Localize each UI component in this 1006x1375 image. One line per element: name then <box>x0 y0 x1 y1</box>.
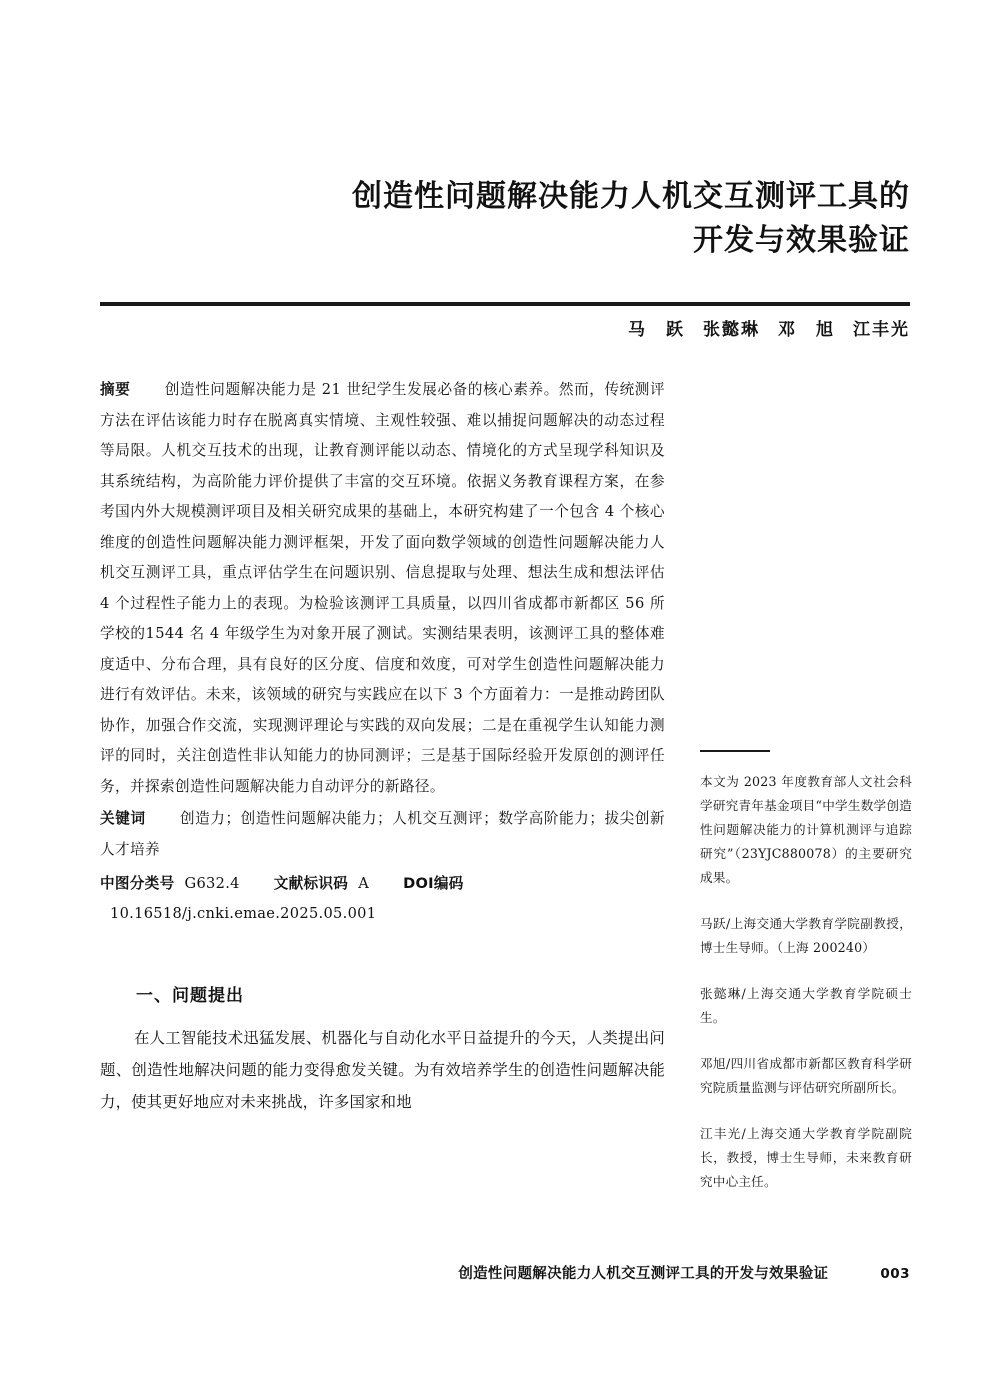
author-3: 邓 旭 <box>778 320 835 340</box>
section-paragraph-1 <box>100 1022 665 1118</box>
title-line-1: 创造性问题解决能力人机交互测评工具的 <box>352 179 910 214</box>
main-column <box>100 375 665 1133</box>
running-title: 创造性问题解决能力人机交互测评工具的开发与效果验证 <box>458 1266 829 1282</box>
doi-label: DOI编码 <box>403 875 464 892</box>
keywords-label: 关键词 <box>100 810 146 827</box>
footnotes-column <box>700 750 912 1194</box>
title-line-2: 开发与效果验证 <box>693 223 910 258</box>
author-bio-4: 江丰光/上海交通大学教育学院副院长，教授，博士生导师，未来教育研究中心主任。 <box>700 1126 912 1189</box>
author-bio-3: 邓旭/四川省成都市新都区教育科学研究院质量监测与评估研究所副所长。 <box>700 1056 912 1095</box>
author-bio-2: 张懿琳/上海交通大学教育学院硕士生。 <box>700 986 912 1025</box>
doi-value: 10.16518/j.cnki.emae.2025.05.001 <box>110 905 377 922</box>
page-title <box>100 175 910 263</box>
page-number: 003 <box>880 1266 910 1282</box>
section-heading-1: 一、问题提出 <box>136 986 244 1006</box>
keywords-text: 创造力；创造性问题解决能力；人机交互测评；数学高阶能力；拔尖创新人才培养 <box>100 810 665 858</box>
page-footer <box>100 1262 910 1283</box>
funding-note: 本文为 2023 年度教育部人文社会科学研究青年基金项目“中学生数学创造性问题解决能力的计算机测评与追踪研究”（23YJC880078）的主要研究成果。 <box>700 774 912 885</box>
author-bio-1: 马跃/上海交通大学教育学院副教授，博士生导师。（上海 200240） <box>700 916 912 955</box>
keywords-block <box>100 804 665 865</box>
footnote-divider <box>700 750 770 752</box>
abstract-label: 摘要 <box>100 381 131 398</box>
abstract-text: 创造性问题解决能力是 21 世纪学生发展必备的核心素养。然而，传统测评方法在评估该能力时存在脱离真实情境、主观性较强、难以捕捉问题解决的动态过程等局限。人机交互技术的出现，让教育测评能以动态、情境化的方式呈现学科知识及其系统结构，为高阶能力评价提供了丰富的交互环境。依据义务教育课程方案，在参考国内外大规模测评项目及相关研究成果的基础上，本研究构建了一个包含 4 个核心维度的创造性问题解决能力测评框架，开发了面向数学领域的创造性问题解决能力人机交互测评工具，重点评估学生在问题识别、信息提取与处理、想法生成和想法评估 4 个过程性子能力上的表现。为检验该测评工具质量，以四川省成都市新都区 56 所学校的1544 名 4 年级学生为对象开展了测试。实测结果表明，该测评工具的整体难度适中、分布合理，具有良好的区分度、信度和效度，可对学生创造性问题解决能力进行有效评估。未来，该领域的研究与实践应在以下 3 个方面着力：一是推动跨团队协作，加强合作交流，实现测评理论与实践的双向发展；二是在重视学生认知能力测评的同时，关注创造性非认知能力的协同测评；三是基于国际经验开发原创的测评任务，并探索创造性问题解决能力自动评分的新路径。 <box>100 381 665 795</box>
author-4: 江丰光 <box>853 320 910 340</box>
author-2: 张懿琳 <box>703 320 760 340</box>
clc-label: 中图分类号 <box>100 875 175 892</box>
classification-block <box>100 869 665 929</box>
doc-id-label: 文献标识码 <box>273 875 349 892</box>
author-1: 马 跃 <box>628 320 685 340</box>
clc-value: G632.4 <box>184 875 240 892</box>
section-paragraph-1-text: 在人工智能技术迅猛发展、机器化与自动化水平日益提升的今天，人类提出问题、创造性地解决问题的能力变得愈发关键。为有效培养学生的创造性问题解决能力，使其更好地应对未来挑战，许多国家和地 <box>100 1029 665 1111</box>
abstract-block <box>100 375 665 802</box>
doc-id-value: A <box>358 875 370 892</box>
author-list <box>628 315 910 340</box>
title-divider <box>100 302 910 306</box>
